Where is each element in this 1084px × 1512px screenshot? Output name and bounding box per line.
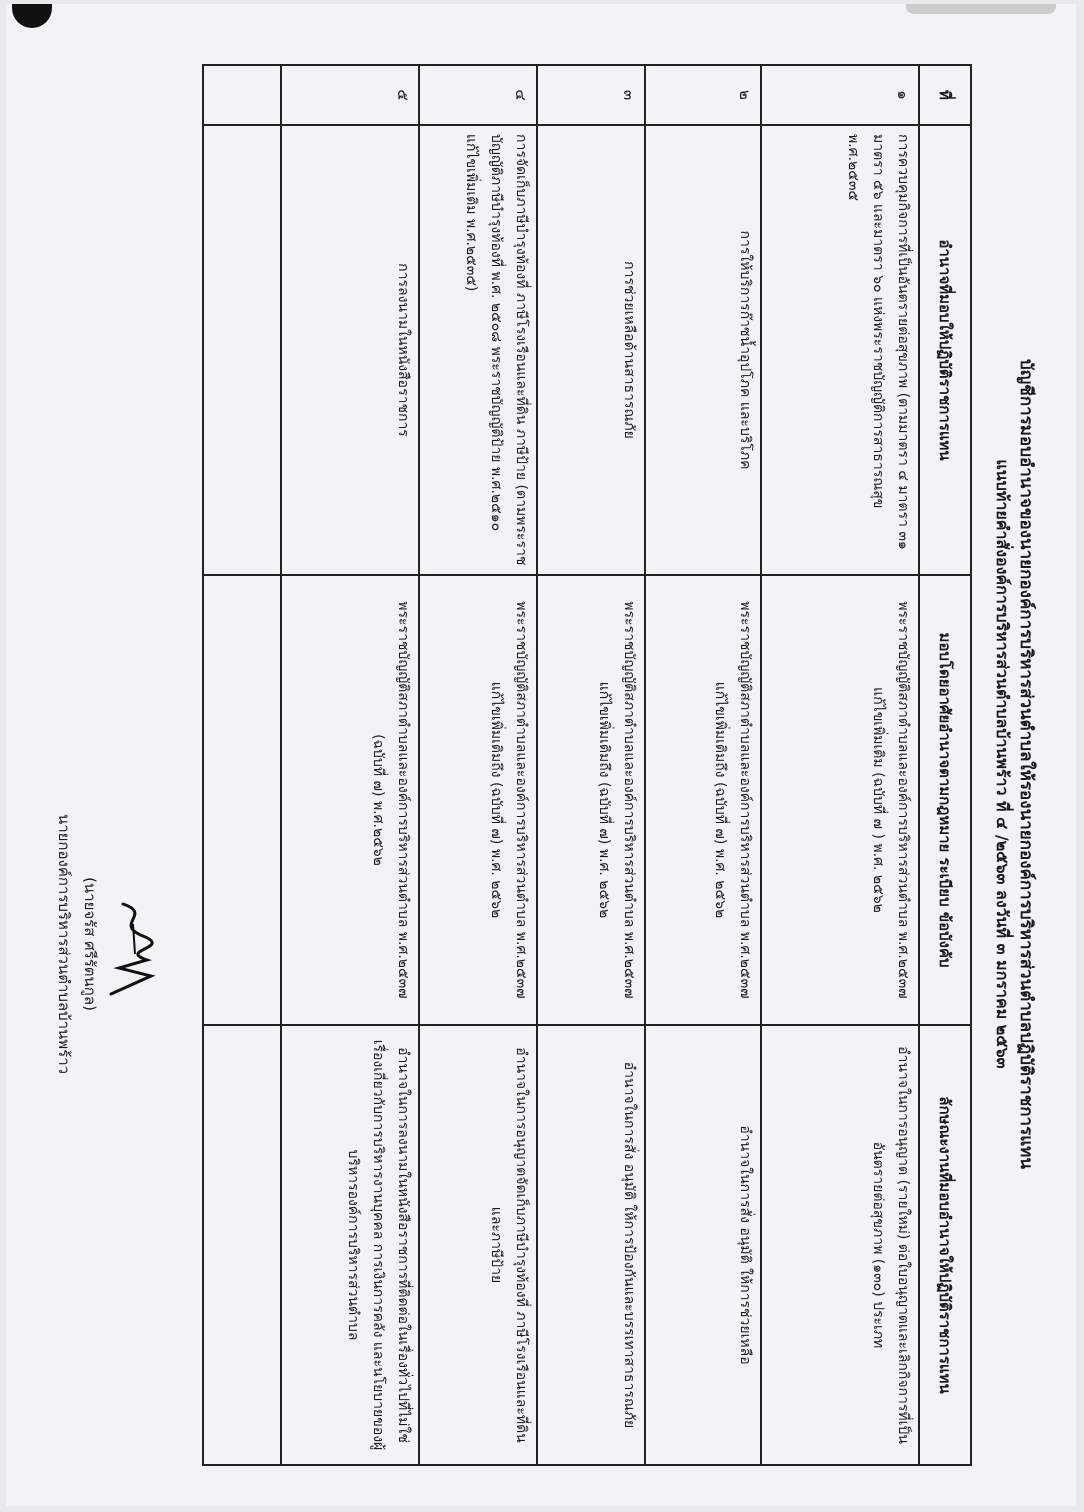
table-row [761, 65, 919, 1465]
row-law: พระราชบัญญัติสภาตำบลและองค์การบริหารส่วนตำบล พ.ศ.๒๕๓๗ แก้ไขเพิ่มเติมถึง (ฉบับที่ ๗) พ.ศ. ๒๕๖๒ [419, 575, 537, 1025]
row-power: การให้บริการก๊าซน้ำอุปโภค และบริโภค [645, 125, 761, 575]
table-header-row [919, 65, 971, 1465]
row-number: ๓ [537, 65, 645, 125]
signature-scribble [103, 734, 163, 1154]
row-number: ๕ [281, 65, 419, 125]
row-scope: อำนาจในการลงนามในหนังสือราชการที่ติดต่อในเรื่องทั่วไปที่ไม่ใช่เรื่องเกี่ยวกับการบริหารงานบุคคล การเงินการคลัง และนโยบายของผู้บริหารองค์การบริหารส่วนตำบล [281, 1025, 419, 1465]
row-law: พระราชบัญญัติสภาตำบลและองค์การบริหารส่วนตำบล พ.ศ.๒๕๓๗ แก้ไขเพิ่มเติมถึง (ฉบับที่ ๗) พ.ศ. ๒๕๖๒ [645, 575, 761, 1025]
row-scope: อำนาจในการสั่ง อนุมัติ ให้การป้องกันและบรรเทาสาธารณภัย [537, 1025, 645, 1465]
row-power: การลงนามในหนังสือราชการ [281, 125, 419, 575]
table-row-empty [203, 65, 281, 1465]
row-scope: อำนาจในการอนุญาต (รายใหม่) ต่อใบอนุญาตและเลิกกิจการที่เป็นอันตรายต่อสุขภาพ (๑๓๐) ประเภท [761, 1025, 919, 1465]
column-header-power: อำนาจที่มอบให้ปฏิบัติราชการแทน [919, 125, 971, 575]
binder-clip [12, 4, 52, 28]
document-subtitle: แนบท้ายคำสั่งองค์การบริหารส่วนตำบลบ้านพร้าว ที่ ๔ /๒๕๖๓ ลงวันที่ ๓ มกราคม ๒๕๖๓ [993, 459, 1012, 1069]
signature-block [51, 734, 163, 1154]
signer-position: นายกองค์การบริหารส่วนตำบลบ้านพร้าว [55, 813, 73, 1075]
rotated-document [28, 34, 1048, 1494]
table-row [645, 65, 761, 1465]
row-scope: อำนาจในการสั่ง อนุมัติ ให้การช่วยเหลือ [645, 1025, 761, 1465]
row-scope: อำนาจในการอนุญาตจัดเก็บภาษีบำรุงท้องที่ ภาษีโรงเรือนและที่ดิน และภาษีป้าย [419, 1025, 537, 1465]
row-number: ๒ [645, 65, 761, 125]
table-row [537, 65, 645, 1465]
document-title: บัญชีการมอบอำนาจของนายกองค์การบริหารส่วนตำบลให้รองนายกองค์การบริหารส่วนตำบลปฏิบัติราชการแทน [1016, 359, 1036, 1169]
row-power: การช่วยเหลือด้านสาธารณภัย [537, 125, 645, 575]
row-law: พระราชบัญญัติสภาตำบลและองค์การบริหารส่วนตำบล พ.ศ.๒๕๓๗ แก้ไขเพิ่มเติมถึง (ฉบับที่ ๗) พ.ศ. ๒๕๖๒ [537, 575, 645, 1025]
document-header [990, 34, 1038, 1494]
row-law: พระราชบัญญัติสภาตำบลและองค์การบริหารส่วนตำบล พ.ศ.๒๕๓๗ (ฉบับที่ ๗) พ.ศ.๒๕๖๒ [281, 575, 419, 1025]
column-header-law: มอบโดยอาศัยอำนาจตามกฎหมาย ระเบียบ ข้อบังคับ [919, 575, 971, 1025]
row-number: ๔ [419, 65, 537, 125]
column-header-no: ที่ [919, 65, 971, 125]
row-power: การจัดเก็บภาษีบำรุงท้องที่ ภาษีโรงเรือนและที่ดิน ภาษีป้าย (ตามพระราชบัญญัติภาษีบำรุงท้องที่ พ.ศ. ๒๕๐๘ พระราชบัญญัติป้าย พ.ศ.๒๕๑๐ แก้ไขเพิ่มเติม พ.ศ.๒๕๓๕) [419, 125, 537, 575]
paper-edge [906, 4, 1056, 14]
column-header-scope: ลักษณะงานที่มอบอำนาจให้ปฏิบัติราชการแทน [919, 1025, 971, 1465]
table-row [281, 65, 419, 1465]
row-power: การควบคุมกิจการที่เป็นอันตรายต่อสุขภาพ (ตามมาตรา ๔ มาตรา ๓๑ มาตรา ๕๖ และมาตรา ๖๐ แห่งพระราชบัญญัติการสาธารณสุข พ.ศ.๒๕๓๕ [761, 125, 919, 575]
row-number: ๑ [761, 65, 919, 125]
signer-name: (นายจรัส ศรีรัตนกูล) [81, 877, 99, 1011]
delegation-table [202, 64, 972, 1466]
row-law: พระราชบัญญัติสภาตำบลและองค์การบริหารส่วนตำบล พ.ศ.๒๕๓๗ แก้ไขเพิ่มเติม (ฉบับที่ ๗ ) พ.ศ. ๒๕๖๒ [761, 575, 919, 1025]
table-row [419, 65, 537, 1465]
paper-sheet [6, 4, 1076, 1506]
